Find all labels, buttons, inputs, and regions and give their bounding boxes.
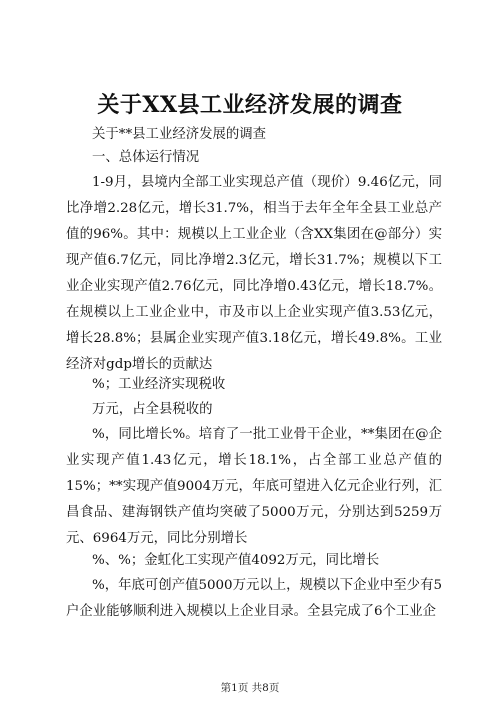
paragraph: 关于**县工业经济发展的调查 — [92, 127, 267, 142]
body-paragraph — [66, 372, 442, 398]
body-paragraph — [66, 548, 442, 574]
body-paragraph — [66, 170, 442, 378]
page-footer: 第1页 共8页 — [220, 682, 280, 694]
paragraph: %；工业经济实现税收 — [92, 377, 226, 392]
body-paragraph — [66, 422, 442, 552]
paragraph: 1-9月，县境内全部工业实现总产值（现价）9.46亿元，同比净增2.28亿元，增长31.7%，相当于去年全年全县工业总产值的96%。其中：规模以上工业企业（含XX集团在@部分）实现产值6.7亿元，同比净增2.3亿元，增长31.7%；规模以下工业企业实现产值2.76亿元，同比净增0.43亿元，增长18.7%。在规模以上工业企业中，市及市以上企业实现产值3.53亿元，增长28.8%；县属企业实现产值3.18亿元，增长49.8%。工业经济对gdp增长的贡献达 — [66, 175, 442, 372]
section-heading — [66, 145, 442, 171]
paragraph: %，年底可创产值5000万元以上，规模以下企业中至少有5户企业能够顺利进入规模以上企业目录。全县完成了6个工业企 — [66, 578, 442, 619]
paragraph: 一、总体运行情况 — [92, 150, 200, 165]
paragraph: 万元，占全县税收的 — [92, 402, 213, 417]
paragraph: %，同比增长%。培育了一批工业骨干企业，**集团在@企业实现产值1.43亿元，增长18.1%，占全部工业总产值的15%；**实现产值9004万元，年底可望进入亿元企业行列，汇昌食品、建海钢铁产值均突破了5000万元，分别达到5259万元、6964万元，同比分别增长 — [66, 427, 442, 546]
body-paragraph — [66, 397, 442, 423]
paragraph: %、%；金虹化工实现产值4092万元，同比增长 — [92, 553, 380, 568]
document-title: 关于XX县工业经济发展的调查 — [97, 92, 403, 118]
body-paragraph — [66, 573, 442, 625]
